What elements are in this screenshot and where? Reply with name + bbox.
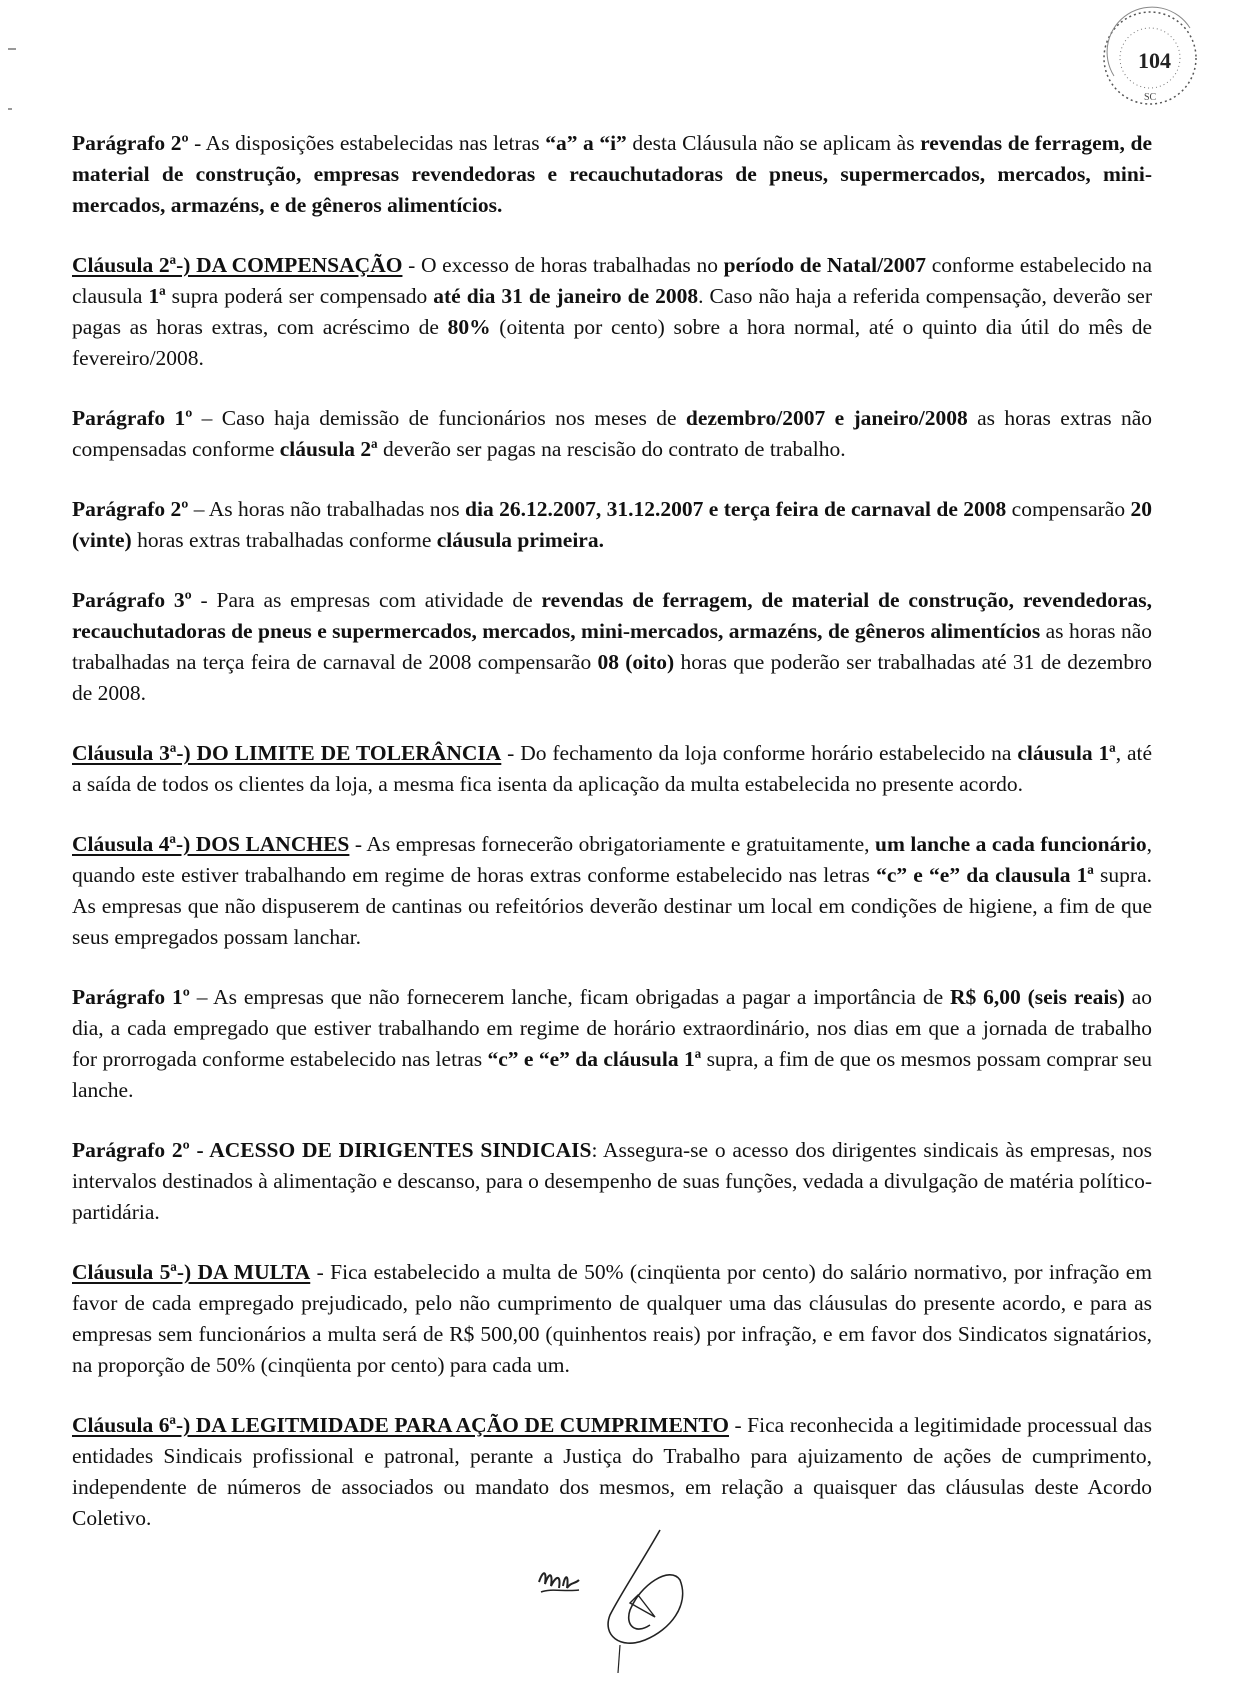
text: dia 26.12.2007, 31.12.2007 e terça feira de carnaval de 2008 (465, 497, 1007, 521)
text: - Para as empresas com atividade de (191, 588, 542, 612)
clause-6-legitimidade (72, 1410, 1152, 1534)
paragraph-label: Parágrafo 2º - ACESSO DE DIRIGENTES SINDICAIS (72, 1138, 592, 1162)
text: – As empresas que não fornecerem lanche, ficam obrigadas a pagar a importância de (189, 985, 950, 1009)
paragraph-2-acesso-dirigentes (72, 1135, 1152, 1228)
paragraph-2-clause-1 (72, 128, 1152, 221)
text: 20 (vinte) (72, 497, 1152, 552)
clause-4-lanches (72, 829, 1152, 953)
scan-mark (8, 48, 16, 50)
text: , quando este estiver trabalhando em regime de horas extras conforme estabelecido nas letras (72, 832, 1153, 887)
text: - Do fechamento da loja conforme horário estabelecido na (501, 741, 1018, 765)
text: supra, a fim de que os mesmos possam comprar seu lanche. (72, 1047, 1153, 1102)
text: um lanche a cada funcionário (875, 832, 1147, 856)
paragraph-label: Parágrafo 3º (72, 588, 192, 612)
text: as horas extras não compensadas conforme (72, 406, 1152, 461)
paragraph-3-clause-2 (72, 585, 1152, 709)
paragraph-label: Parágrafo 2º (72, 497, 189, 521)
clause-heading: Cláusula 5ª-) DA MULTA (72, 1260, 311, 1284)
text: conforme estabelecido na clausula (72, 253, 1152, 308)
text: desta Cláusula não se aplicam às (626, 131, 921, 155)
text: horas extras trabalhadas conforme (131, 528, 437, 552)
text: cláusula 1ª (1017, 741, 1116, 765)
stamp-seal-icon (1092, 6, 1212, 116)
ministry-stamp (1092, 6, 1212, 116)
handwritten-signature (600, 1525, 700, 1675)
paragraph-label: Parágrafo 1º (72, 406, 193, 430)
text: R$ 6,00 (seis reais) (949, 985, 1125, 1009)
text: período de Natal/2007 (723, 253, 927, 277)
paragraph-label: Parágrafo 1º (72, 985, 190, 1009)
paragraph-1-clause-2 (72, 403, 1152, 465)
text: as horas não trabalhadas na terça feira de carnaval de 2008 compensarão (72, 619, 1152, 674)
paragraph-2-clause-2 (72, 494, 1152, 556)
text: dezembro/2007 e janeiro/2008 (685, 406, 968, 430)
clause-heading: Cláusula 4ª-) DOS LANCHES (72, 832, 350, 856)
text: horas que poderão ser trabalhadas até 31 de dezembro de 2008. (72, 650, 1153, 705)
clause-heading: Cláusula 3ª-) DO LIMITE DE TOLERÂNCIA (72, 741, 502, 765)
text: . Caso não haja a referida compensação, deverão ser pagas as horas extras, com acréscimo de (72, 284, 1153, 339)
text: revendas de ferragem, de material de construção, empresas revendedoras e recauchutadoras de pneus, supermercados, mercados, mini-mercados, armazéns, e de gêneros alimentícios. (72, 131, 1152, 217)
text: revendas de ferragem, de material de construção, revendedoras, recauchutadoras de pneus e supermercados, mercados, mini-mercados, armazéns, de gêneros alimentícios (72, 588, 1153, 643)
text: cláusula 2ª (279, 437, 378, 461)
document-body (72, 128, 1152, 1563)
text: 80% (447, 315, 491, 339)
stamp-bottom-text: SC (1144, 92, 1157, 103)
text: até dia 31 de janeiro de 2008 (433, 284, 699, 308)
text: supra. As empresas que não dispuserem de cantinas ou refeitórios deverão destinar um local em condições de higiene, a fim de que seus empregados possam lanchar. (72, 863, 1152, 949)
text: - As empresas fornecerão obrigatoriamente e gratuitamente, (349, 832, 876, 856)
clause-2-compensacao (72, 250, 1152, 374)
text: “c” e “e” da clausula 1ª (876, 863, 1094, 887)
text: cláusula primeira. (436, 528, 604, 552)
text: - O excesso de horas trabalhadas no (402, 253, 724, 277)
text: - As disposições estabelecidas nas letras (188, 131, 546, 155)
clause-heading: Cláusula 2ª-) DA COMPENSAÇÃO (72, 253, 403, 277)
scan-mark (8, 108, 12, 110)
text: – As horas não trabalhadas nos (188, 497, 466, 521)
clause-5-multa (72, 1257, 1152, 1381)
clause-heading: Cláusula 6ª-) DA LEGITMIDADE PARA AÇÃO DE CUMPRIMENTO (72, 1413, 729, 1437)
text: supra poderá ser compensado (165, 284, 434, 308)
text: ao dia, a cada empregado que estiver trabalhando em regime de horário extraordinário, nos dias em que a jornada de trabalho for prorrogada conforme estabelecido nas letras (72, 985, 1152, 1071)
text: 1ª (148, 284, 166, 308)
text: : Assegura-se o acesso dos dirigentes sindicais às empresas, nos intervalos destinados à alimentação e descanso, para o desempenho de suas funções, vedada a divulgação de matéria político-partidária. (72, 1138, 1152, 1224)
text: – Caso haja demissão de funcionários nos meses de (192, 406, 686, 430)
text: “a” a “i” (545, 131, 627, 155)
handwritten-initials (535, 1562, 585, 1598)
text: (oitenta por cento) sobre a hora normal, até o quinto dia útil do mês de fevereiro/2008. (72, 315, 1152, 370)
clause-3-limite-tolerancia (72, 738, 1152, 800)
text: - Fica estabelecido a multa de 50% (cinqüenta por cento) do salário normativo, por infração em favor de cada empregado prejudicado, pelo não cumprimento de qualquer uma das cláusulas do presente acordo, e para as empresas sem funcionários a multa será de R$ 500,00 (quinhentos reais) por infração, e em favor dos Sindicatos signatários, na proporção de 50% (cinqüenta por cento) para cada um. (72, 1260, 1152, 1377)
text: - Fica reconhecida a legitimidade processual das entidades Sindicais profissional e patronal, perante a Justiça do Trabalho para ajuizamento de ações de cumprimento, independente de números de associados ou mandato dos mesmos, em relação a quaisquer das cláusulas deste Acordo Coletivo. (72, 1413, 1152, 1530)
paragraph-1-clause-4 (72, 982, 1152, 1106)
stamp-number: 104 (1138, 48, 1171, 73)
text: deverão ser pagas na rescisão do contrato de trabalho. (377, 437, 846, 461)
text: 08 (oito) (597, 650, 675, 674)
paragraph-label: Parágrafo 2º (72, 131, 189, 155)
text: “c” e “e” da cláusula 1ª (487, 1047, 702, 1071)
text: , até a saída de todos os clientes da loja, a mesma fica isenta da aplicação da multa estabelecida no presente acordo. (72, 741, 1152, 796)
text: compensarão (1006, 497, 1131, 521)
